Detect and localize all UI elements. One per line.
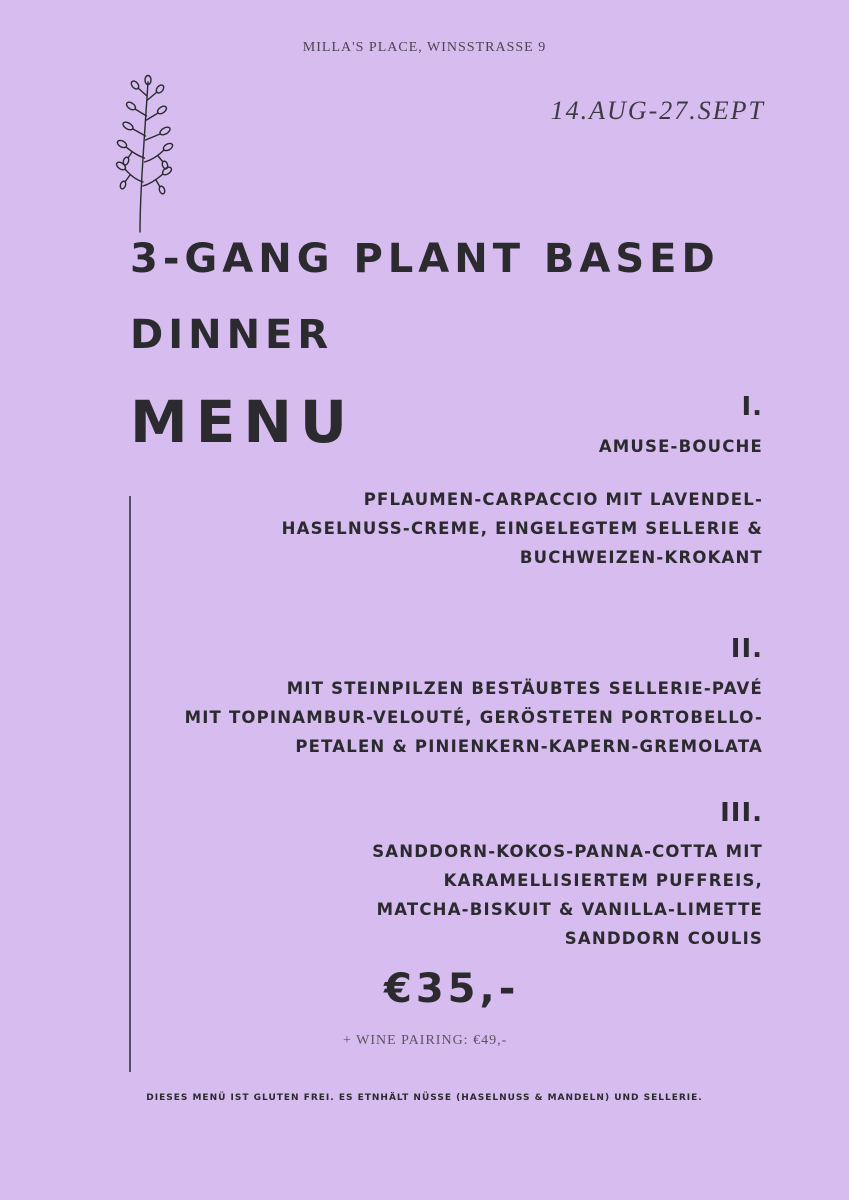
leaf-sprig-icon <box>108 74 184 234</box>
course-3-line-1: SANDDORN-KOKOS-PANNA-COTTA MIT <box>372 842 763 861</box>
course-2-numeral: II. <box>730 634 763 664</box>
course-1-line-3: BUCHWEIZEN-KROKANT <box>519 548 763 567</box>
menu-title-line-3: MENU <box>130 388 355 456</box>
course-3-numeral: III. <box>720 798 763 828</box>
course-1-numeral: I. <box>741 392 763 422</box>
menu-title-line-2: DINNER <box>130 312 334 358</box>
date-range: 14.AUG-27.SEPT <box>550 96 765 125</box>
course-3 <box>372 798 763 953</box>
course-3-line-4: SANDDORN COULIS <box>564 929 763 948</box>
course-2-line-2: MIT TOPINAMBUR-VELOUTÉ, GERÖSTETEN PORTOBELLO- <box>184 708 763 727</box>
allergen-note: DIESES MENÜ IST GLUTEN FREI. ES ETNHÄLT NÜSSE (HASELNUSS & MANDELN) UND SELLERIE. <box>146 1093 703 1103</box>
course-1-line-1: PFLAUMEN-CARPACCIO MIT LAVENDEL- <box>363 490 763 509</box>
course-2 <box>185 634 763 761</box>
course-3-line-3: MATCHA-BISKUIT & VANILLA-LIMETTE <box>376 900 763 919</box>
course-1-line-2: HASELNUSS-CREME, EINGELEGTEM SELLERIE & <box>281 519 763 538</box>
wine-pairing-price: + WINE PAIRING: €49,- <box>343 1033 508 1048</box>
course-1-subtitle: AMUSE-BOUCHE <box>598 437 763 456</box>
vertical-divider <box>129 496 131 1072</box>
menu-title-line-1: 3-GANG PLANT BASED <box>130 236 720 282</box>
course-2-line-3: PETALEN & PINIENKERN-KAPERN-GREMOLATA <box>295 737 763 756</box>
course-1 <box>282 392 763 572</box>
course-2-line-1: MIT STEINPILZEN BESTÄUBTES SELLERIE-PAVÉ <box>286 679 763 698</box>
course-3-line-2: KARAMELLISIERTEM PUFFREIS, <box>443 871 763 890</box>
menu-price: €35,- <box>384 966 520 1012</box>
venue-address: MILLA'S PLACE, WINSSTRASSE 9 <box>302 40 547 55</box>
